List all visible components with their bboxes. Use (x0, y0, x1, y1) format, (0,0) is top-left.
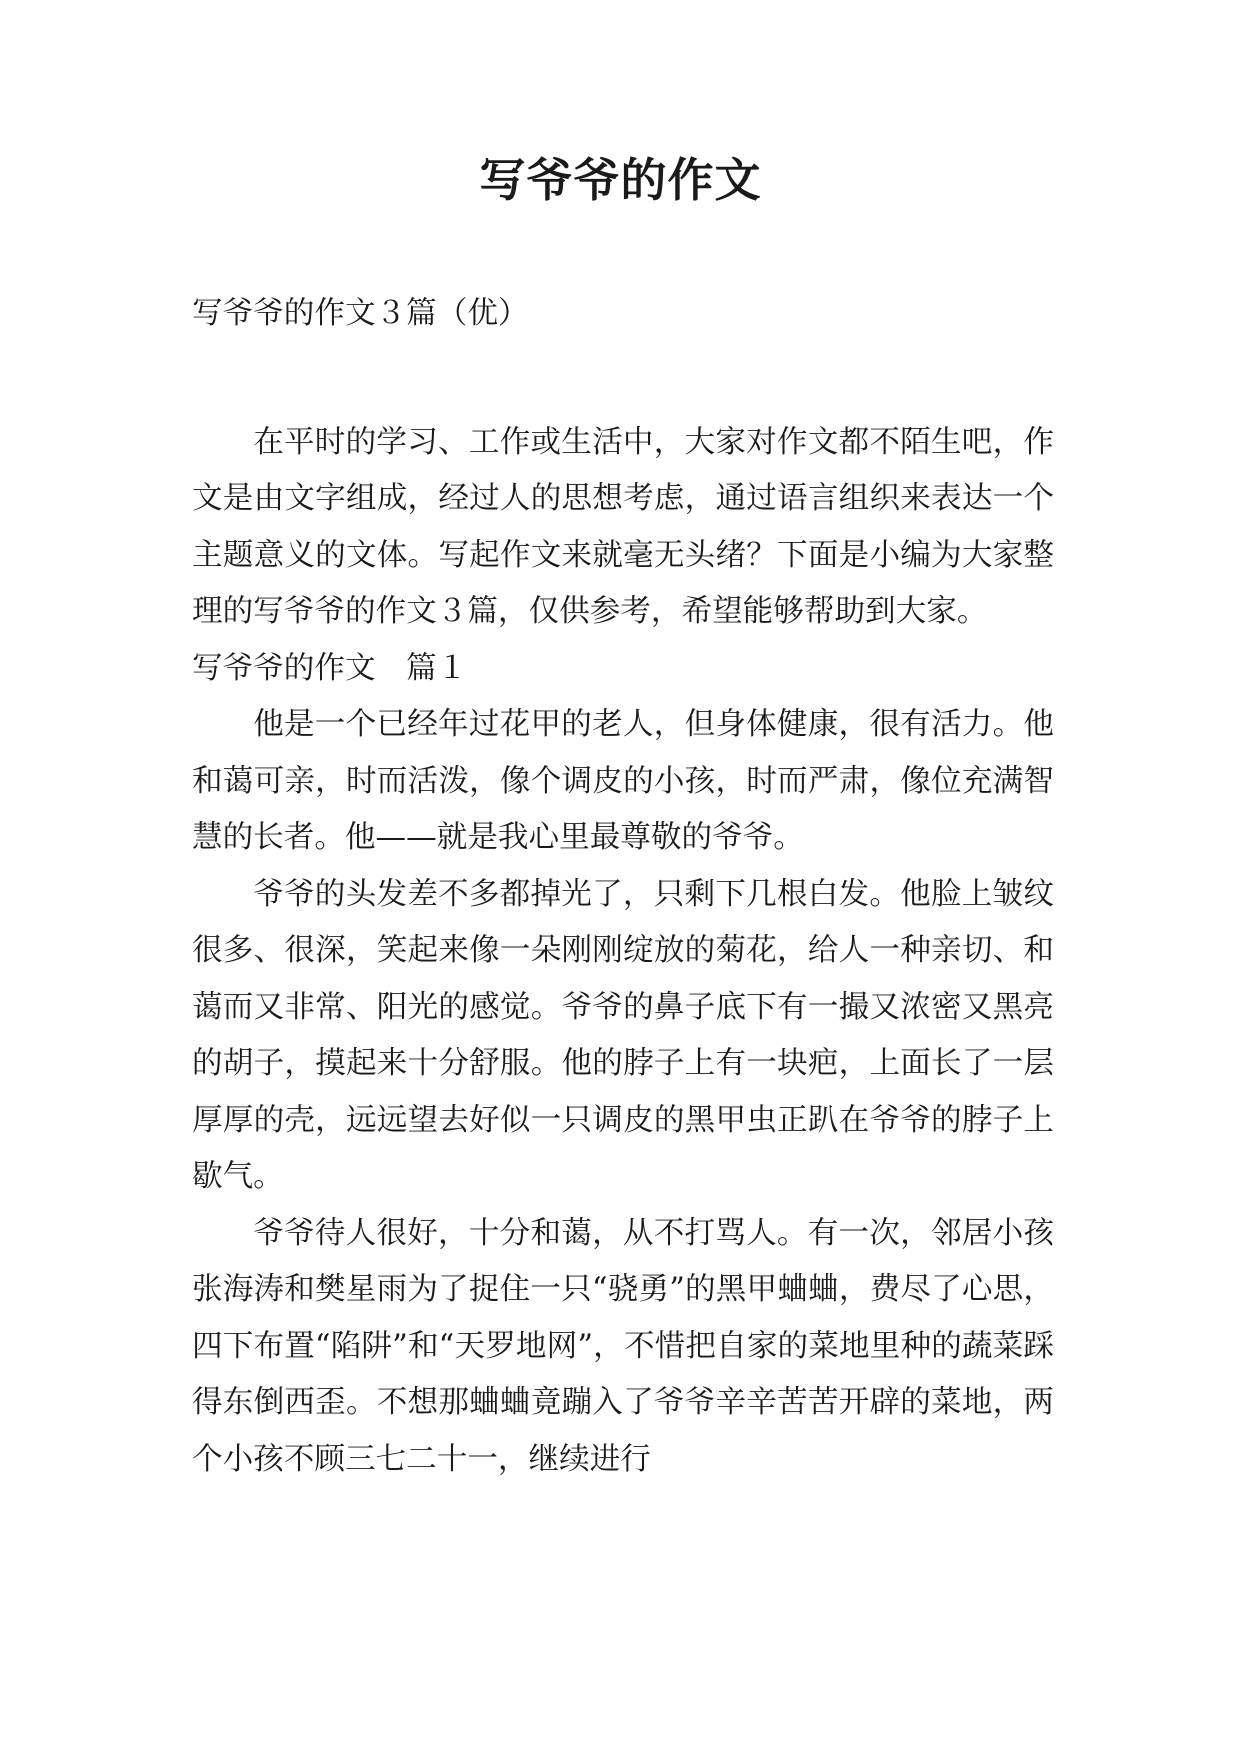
document-body (192, 286, 1054, 1488)
document-subtitle: 写爷爷的作文３篇（优） (192, 296, 529, 331)
body-paragraph: 爷爷待人很好，十分和蔼，从不打骂人。有一次，邻居小孩张海涛和樊星雨为了捉住一只“骁勇”的黑甲蛐蛐，费尽了心思，四下布置“陷阱”和“天罗地网”，不惜把自家的菜地里种的蔬菜踩得东倒西歪。不想那蛐蛐竟蹦入了爷爷辛辛苦苦开辟的菜地，两个小孩不顾三七二十一，继续进行 (192, 1215, 1054, 1477)
intro-paragraph: 在平时的学习、工作或生活中，大家对作文都不陌生吧，作文是由文字组成，经过人的思想考虑，通过语言组织来表达一个主题意义的文体。写起作文来就毫无头绪？下面是小编为大家整理的写爷爷的作文３篇，仅供参考，希望能够帮助到大家。 (192, 424, 1054, 629)
body-paragraph: 他是一个已经年过花甲的老人，但身体健康，很有活力。他和蔼可亲，时而活泼，像个调皮的小孩，时而严肃，像位充满智慧的长者。他——就是我心里最尊敬的爷爷。 (192, 707, 1054, 855)
body-paragraph: 爷爷的头发差不多都掉光了，只剩下几根白发。他脸上皱纹很多、很深，笑起来像一朵刚刚绽放的菊花，给人一种亲切、和蔼而又非常、阳光的感觉。爷爷的鼻子底下有一撮又浓密又黑亮的胡子，摸起来十分舒服。他的脖子上有一块疤，上面长了一层厚厚的壳，远远望去好似一只调皮的黑甲虫正趴在爷爷的脖子上歇气。 (192, 876, 1054, 1194)
section-heading: 写爷爷的作文 篇１ (192, 650, 468, 686)
document-title: 写爷爷的作文 (479, 153, 762, 207)
